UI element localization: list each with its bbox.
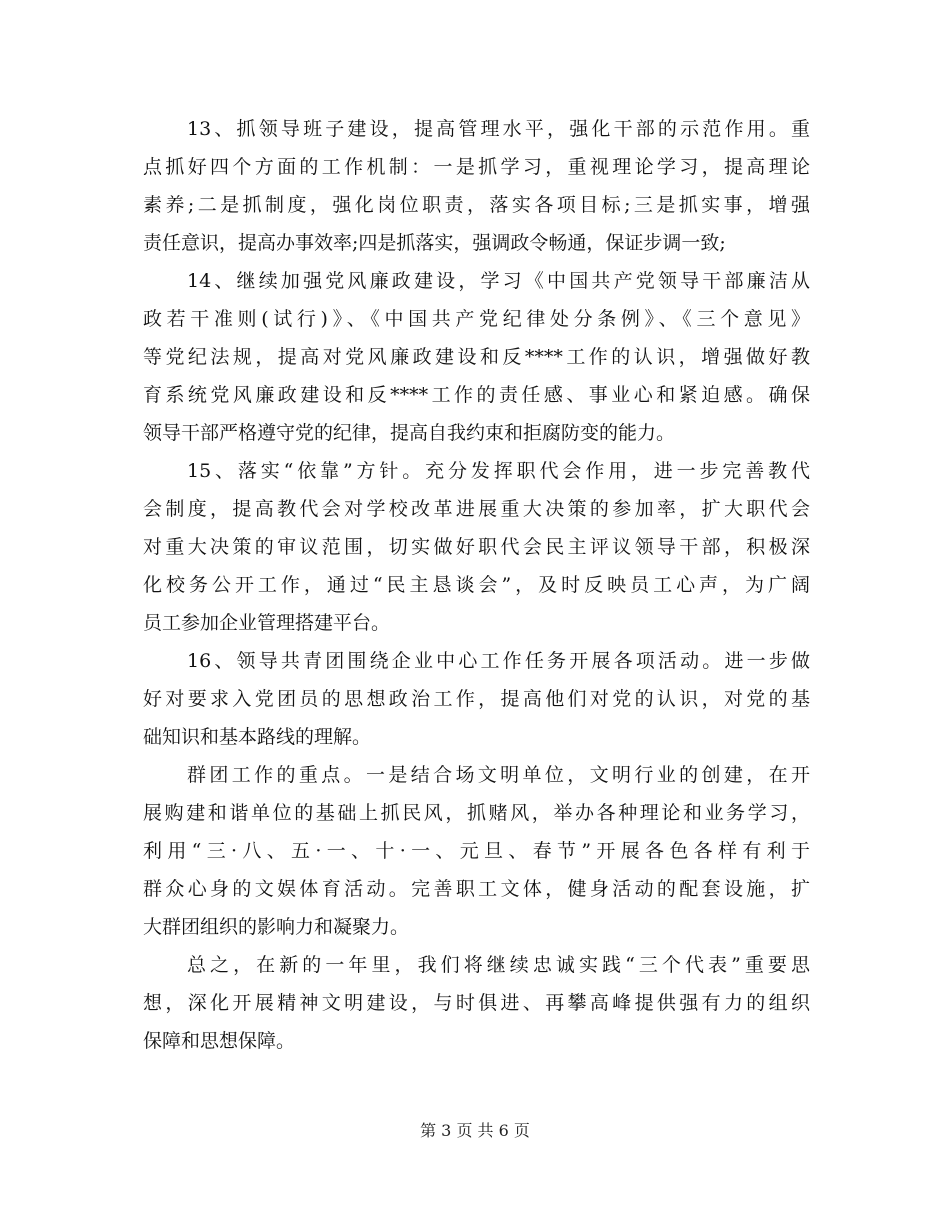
- text-line: 利用“三·八、五·一、十·一、元旦、春节”开展各色各样有利于: [143, 840, 810, 862]
- text-line: 领导干部严格遵守党的纪律，提高自我约束和拒腐防变的能力。: [143, 422, 676, 444]
- text-line: 对重大决策的审议范围，切实做好职代会民主评议领导干部，积极深: [143, 536, 810, 558]
- document-body: [143, 110, 810, 1060]
- text-line: 14、继续加强党风廉政建设，学习《中国共产党领导干部廉洁从: [187, 270, 810, 292]
- paragraph-conclusion: [143, 946, 810, 1060]
- text-line: 群众心身的文娱体育活动。完善职工文体，健身活动的配套设施，扩: [143, 878, 810, 900]
- text-line: 总之，在新的一年里，我们将继续忠诚实践“三个代表”重要思: [187, 954, 810, 976]
- paragraph-14: [143, 262, 810, 452]
- text-line: 育系统党风廉政建设和反****工作的责任感、事业心和紧迫感。确保: [143, 384, 810, 406]
- text-line: 化校务公开工作，通过“民主恳谈会”，及时反映员工心声，为广阔: [143, 574, 810, 596]
- text-line: 员工参加企业管理搭建平台。: [143, 612, 391, 634]
- text-line: 点抓好四个方面的工作机制：一是抓学习，重视理论学习，提高理论: [143, 156, 810, 178]
- text-line: 会制度，提高教代会对学校改革进展重大决策的参加率，扩大职代会: [143, 498, 810, 520]
- text-line: 责任意识，提高办事效率;四是抓落实，强调政令畅通，保证步调一致;: [143, 232, 726, 254]
- page-number-footer: 第 3 页 共 6 页: [420, 1121, 530, 1140]
- text-line: 政若干准则(试行)》、《中国共产党纪律处分条例》、《三个意见》: [143, 308, 810, 330]
- text-line: 15、落实“依靠”方针。充分发挥职代会作用，进一步完善教代: [187, 460, 810, 482]
- paragraph-16: [143, 642, 810, 756]
- text-line: 素养;二是抓制度，强化岗位职责，落实各项目标;三是抓实事，增强: [143, 194, 810, 216]
- text-line: 13、抓领导班子建设，提高管理水平，强化干部的示范作用。重: [187, 118, 810, 140]
- text-line: 群团工作的重点。一是结合场文明单位，文明行业的创建，在开: [187, 764, 810, 786]
- text-line: 16、领导共青团围绕企业中心工作任务开展各项活动。进一步做: [187, 650, 810, 672]
- text-line: 大群团组织的影响力和凝聚力。: [143, 916, 410, 938]
- paragraph-mass-organizations: [143, 756, 810, 946]
- text-line: 保障和思想保障。: [143, 1030, 296, 1052]
- text-line: 好对要求入党团员的思想政治工作，提高他们对党的认识，对党的基: [143, 688, 810, 710]
- text-line: 础知识和基本路线的理解。: [143, 726, 372, 748]
- text-line: 展购建和谐单位的基础上抓民风，抓赌风，举办各种理论和业务学习，: [143, 802, 810, 824]
- text-line: 想，深化开展精神文明建设，与时俱进、再攀高峰提供强有力的组织: [143, 992, 810, 1014]
- paragraph-13: [143, 110, 810, 262]
- paragraph-15: [143, 452, 810, 642]
- text-line: 等党纪法规，提高对党风廉政建设和反****工作的认识，增强做好教: [143, 346, 810, 368]
